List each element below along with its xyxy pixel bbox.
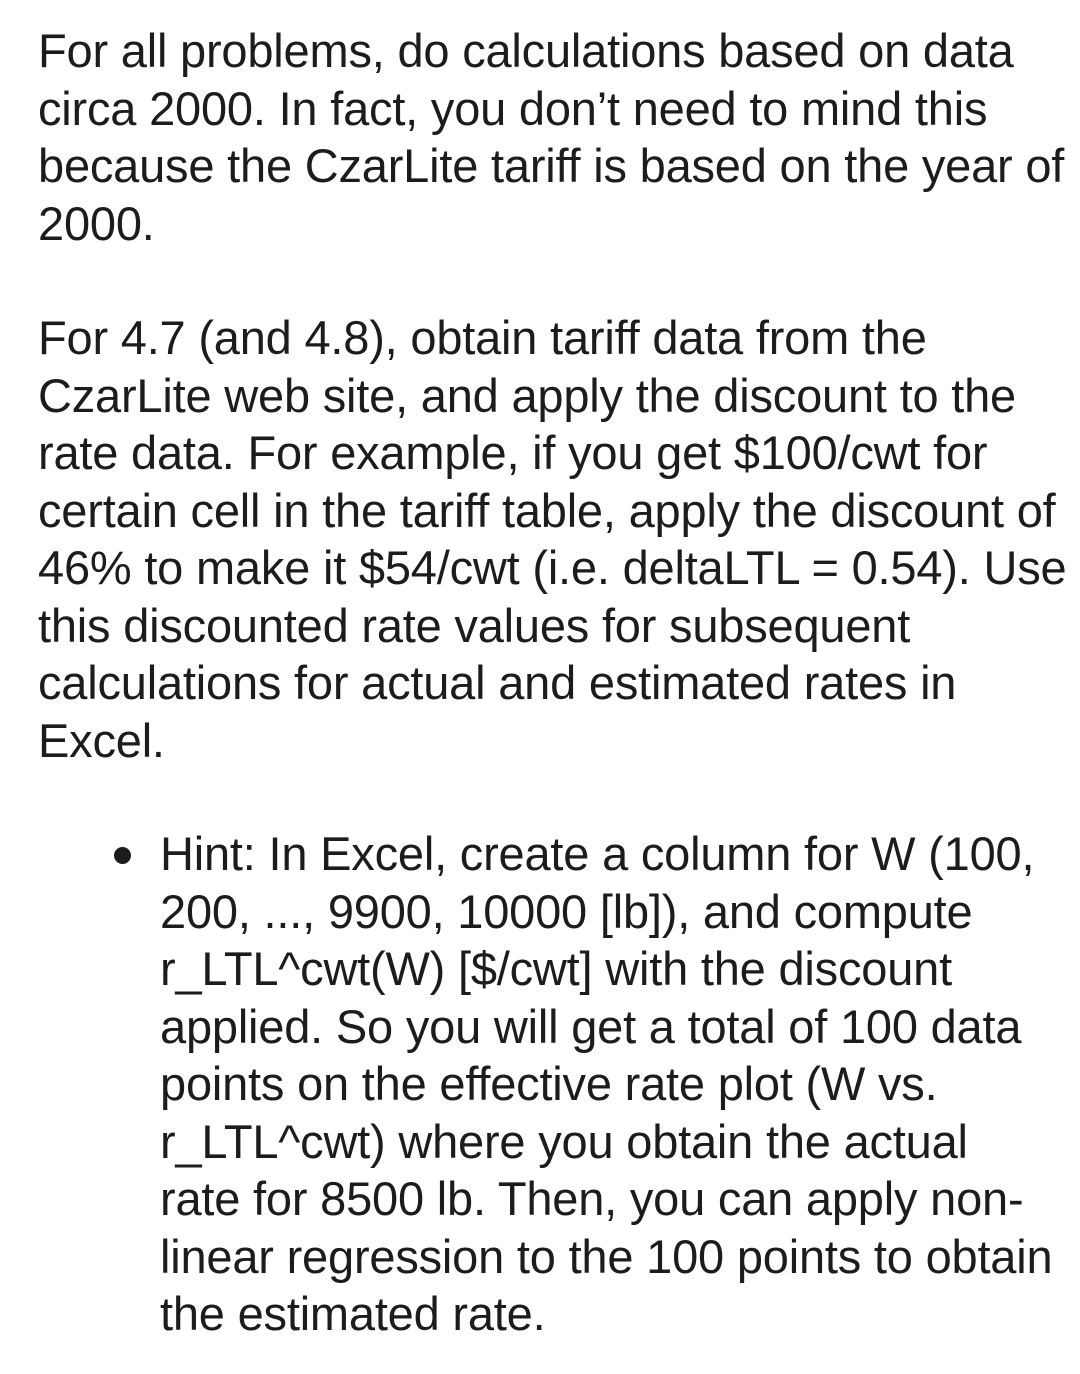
document-body [38, 22, 1068, 1343]
intro-paragraph: For all problems, do calculations based on data circa 2000. In fact, you don’t need to mind this because the CzarLite tariff is based on the year of 2000. [38, 24, 1065, 250]
hint-text: Hint: In Excel, create a column for W (100, 200, ..., 9900, 10000 [lb]), and compute r_LTL^cwt(W) [$/cwt] with the discount applied. So you will get a total of 100 data points on the effective rate plot (W vs. r_LTL^cwt) where you obtain the actual rate for 8500 lb. Then, you can apply non-linear regression to the 100 points to obtain the estimated rate. [160, 827, 1053, 1340]
list-item [38, 825, 1060, 1343]
tariff-instructions-paragraph: For 4.7 (and 4.8), obtain tariff data from the CzarLite web site, and apply the discount to the rate data. For example, if you get $100/cwt for certain cell in the tariff table, apply the discount of 46% to make it $54/cwt (i.e. deltaLTL = 0.54). Use this discounted rate values for subsequent calculations for actual and estimated rates in Excel. [38, 311, 1067, 767]
hint-list [38, 825, 1068, 1343]
bullet-icon [114, 847, 131, 864]
